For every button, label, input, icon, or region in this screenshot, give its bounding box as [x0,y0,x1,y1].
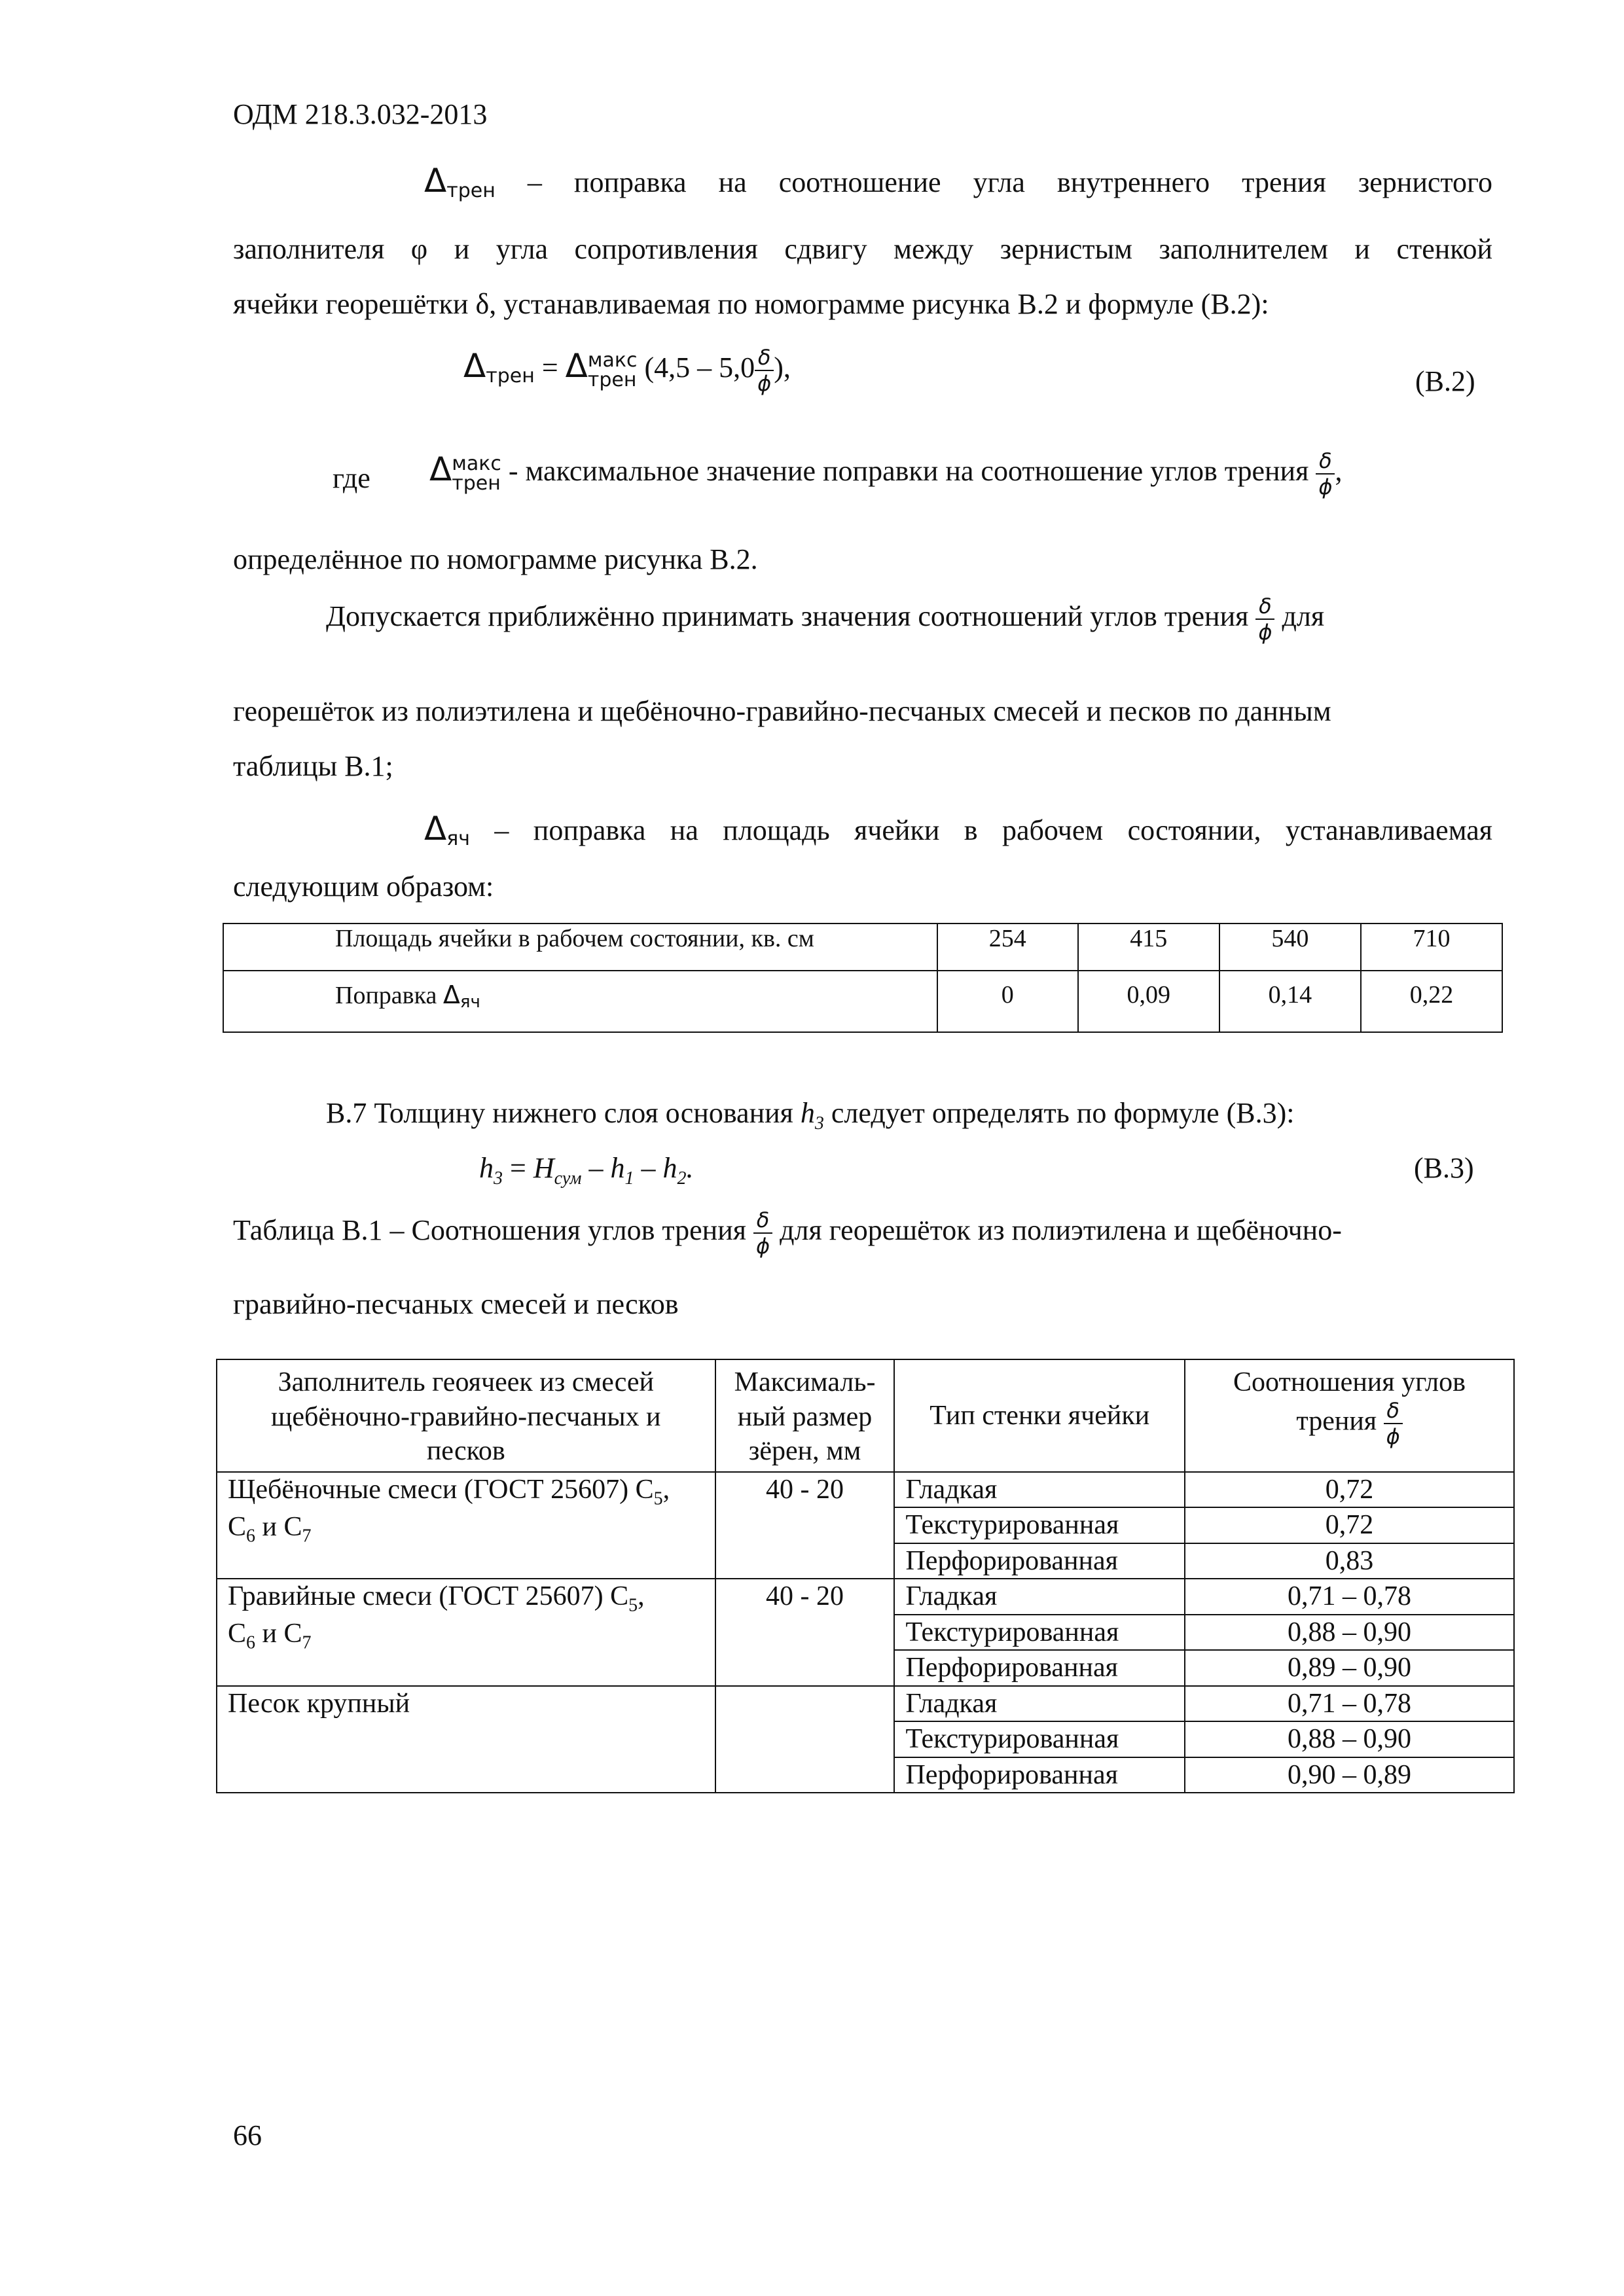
table-cell-filler: Песок крупный [217,1686,715,1793]
p1-line3: ячейки георешётки δ, устанавливаемая по номограмме рисунка В.2 и формуле (В.2): [233,288,1269,320]
table-cell-size: 40 - 20 [715,1579,895,1686]
table-cell-type: Текстурированная [894,1507,1185,1543]
fraction-delta-phi: $\frac{\delta}{\phi}$ [755,347,774,394]
table-cell-ratio: 0,72 [1185,1507,1514,1543]
table-cell-type: Перфорированная [894,1757,1185,1793]
table-row-label: Площадь ячейки в рабочем состоянии, кв. см [223,924,937,971]
fraction-delta-phi: $\frac{\delta}{\phi}$ [753,1210,772,1257]
table-cell-type: Перфорированная [894,1650,1185,1686]
delta-symbol: Δ [424,162,447,200]
table-row [217,1579,1514,1615]
fraction-delta-phi: $\frac{\delta}{\phi}$ [1384,1400,1403,1447]
where-word: где [333,462,370,494]
table-cell-type: Гладкая [894,1579,1185,1615]
table-header: Соотношения углов трения $\frac{\delta}{\phi}$ [1185,1359,1514,1472]
table-cell-type: Гладкая [894,1472,1185,1508]
table-cell-ratio: 0,83 [1185,1543,1514,1579]
table-row-label: Поправка Δяч [223,971,937,1032]
table-cell-ratio: 0,88 – 0,90 [1185,1615,1514,1651]
table-cell-filler: Щебёночные смеси (ГОСТ 25607) $С_5$, $С_6$ и $С_7$ [217,1472,715,1579]
page-number: 66 [233,2119,262,2151]
table-caption-line1: Таблица В.1 – Соотношения углов трения $\frac{\delta}{\phi}$ для георешёток из полиэтилена и щебёночно- [233,1208,1342,1259]
section-b7-text: В.7 Толщину нижнего слоя основания $h_3$ следует определять по формуле (В.3): [326,1097,1295,1134]
table-cell: 0,09 [1078,971,1219,1032]
table-cell: 0 [937,971,1078,1032]
table-cell-ratio: 0,71 – 0,78 [1185,1579,1514,1615]
table-cell: 0,22 [1361,971,1502,1032]
table-header: Заполнитель геоячеек из смесей щебёночно-гравийно-песчаных и песков [217,1359,715,1472]
p2-line1: Допускается приближённо принимать значения соотношений углов трения $\frac{\delta}{\phi}$ для [326,594,1325,645]
formula-b3-number: (В.3) [1414,1152,1474,1184]
table-cell: 710 [1361,924,1502,971]
table-cell-filler: Гравийные смеси (ГОСТ 25607) $С_5$, $С_6$ и $С_7$ [217,1579,715,1686]
p1-line2: заполнителя φ и угла сопротивления сдвигу между зернистым заполнителем и стенкой [233,233,1492,265]
table-cell: 540 [1219,924,1361,971]
table-header: Максималь- ный размер зёрен, мм [715,1359,895,1472]
fraction-delta-phi: $\frac{\delta}{\phi}$ [1255,596,1274,643]
table-cell-type: Текстурированная [894,1615,1185,1651]
where-line2: определённое по номограмме рисунка В.2. [233,543,758,575]
p1-line1-text: – поправка на соотношение угла внутреннего трения зернистого [527,166,1492,198]
fraction-delta-phi: $\frac{\delta}{\phi}$ [1316,450,1335,497]
p1-line1: Δтрен – поправка на соотношение угла внутреннего трения зернистого [424,162,1492,202]
document-code: ОДМ 218.3.032-2013 [233,98,488,130]
p3-line2: следующим образом: [233,870,494,903]
table-cell: 415 [1078,924,1219,971]
table-cell-ratio: 0,89 – 0,90 [1185,1650,1514,1686]
formula-b3: $h_3 = H_{сум} - h_1 - h_2$. [479,1152,694,1189]
table-row [217,1472,1514,1508]
table-cell-type: Гладкая [894,1686,1185,1722]
table-cell: 0,14 [1219,971,1361,1032]
table-cell-size: 40 - 20 [715,1472,895,1579]
table-cell-ratio: 0,90 – 0,89 [1185,1757,1514,1793]
table-b1 [216,1359,1515,1793]
table-cell-ratio: 0,71 – 0,78 [1185,1686,1514,1722]
p2-line3: таблицы В.1; [233,750,393,782]
table-caption-line2: гравийно-песчаных смесей и песков [233,1288,679,1320]
table-cell-area-correction [223,923,1503,1033]
table-cell-size [715,1686,895,1793]
table-cell-ratio: 0,72 [1185,1472,1514,1508]
table-row [217,1686,1514,1722]
where-line: Δ макс трен - максимальное значение поправки на соотношение углов трения $\frac{\delta}{\phi}$ , [429,448,1343,499]
p3-line1: Δяч – поправка на площадь ячейки в рабочем состоянии, устанавливаемая [424,810,1492,850]
table-header: Тип стенки ячейки [894,1359,1185,1472]
p2-line2: георешёток из полиэтилена и щебёночно-гравийно-песчаных смесей и песков по данным [233,695,1331,727]
table-cell-type: Текстурированная [894,1721,1185,1757]
table-cell-ratio: 0,88 – 0,90 [1185,1721,1514,1757]
table-cell-type: Перфорированная [894,1543,1185,1579]
formula-b2: Δтрен = Δ макс трен (4,5 – 5,0 $\frac{\delta}{\phi}$ ), [463,345,791,396]
table-cell: 254 [937,924,1078,971]
formula-b2-number: (В.2) [1415,365,1475,397]
